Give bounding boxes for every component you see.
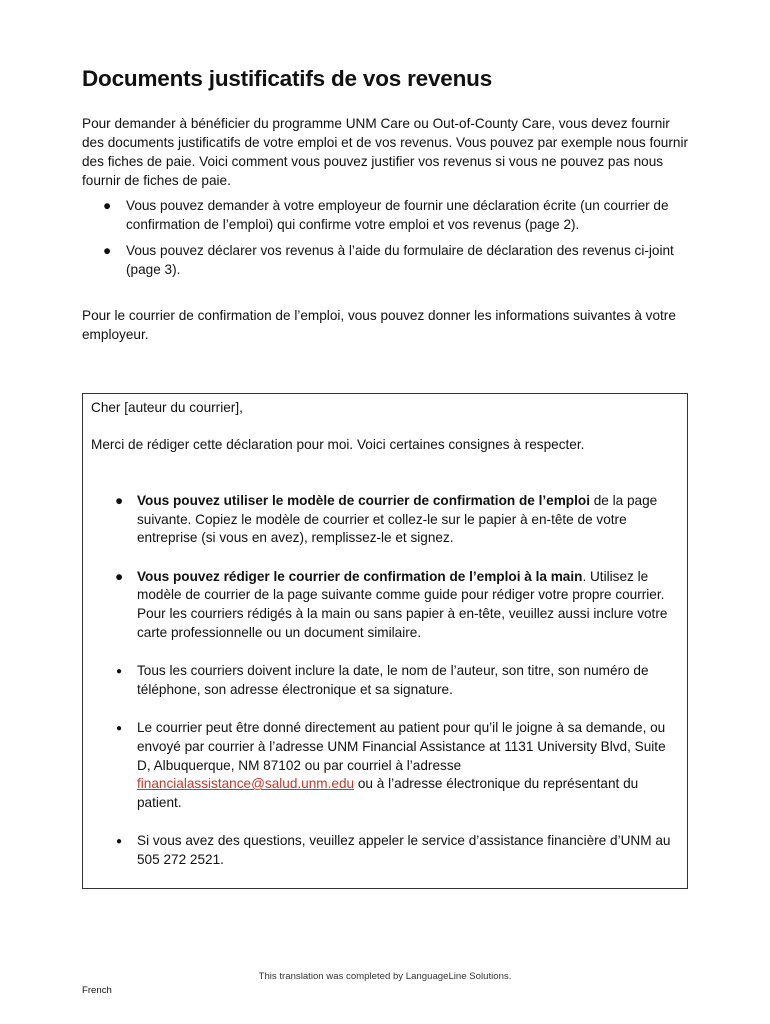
option-text: Vous pouvez déclarer vos revenus à l’aide du formulaire de déclaration des revenus ci-joint (page 3). [126, 243, 674, 277]
language-label: French [82, 985, 112, 996]
list-item [83, 568, 689, 642]
option-text: Vous pouvez demander à votre employeur de fournir une déclaration écrite (un courrier de confirmation de l’emploi) qui confirme votre emploi et vos revenus (page 2). [126, 198, 669, 232]
greeting: Cher [auteur du courrier], [91, 400, 243, 415]
options-list [82, 197, 692, 287]
bullet-icon: ● [103, 198, 112, 213]
translation-note: This translation was completed by LanguageLine Solutions. [258, 971, 512, 982]
letter-instructions-box [82, 393, 688, 889]
list-item [82, 242, 692, 279]
instruction-text: . Utilisez le modèle de courrier de la page suivante comme guide pour rédiger votre propre courrier. Pour les courriers rédigés à la main ou sans papier à en-tête, veuillez aussi inclure votre carte professionnelle ou un document similaire. [137, 568, 668, 640]
instruction-text: Le courrier peut être donné directement au patient pour qu’il le joigne à sa demande, ou envoyé par courrier à l’adresse UNM Financial Assistance at 1131 University Blvd, Suite D, Albuquerque, NM 87102 ou par courriel à l’adresse [137, 720, 666, 773]
bullet-icon: ● [116, 723, 123, 735]
employer-info-intro: Pour le courrier de confirmation de l’emploi, vous pouvez donner les informations suivantes à votre employeur. [82, 308, 676, 342]
page-title: Documents justificatifs de vos revenus [82, 66, 493, 91]
instruction-bold: Vous pouvez utiliser le modèle de courrier de confirmation de l’emploi [137, 493, 590, 508]
list-item [83, 662, 689, 699]
instruction-bold: Vous pouvez rédiger le courrier de confirmation de l’emploi à la main [137, 568, 583, 584]
instruction-text: Si vous avez des questions, veuillez appeler le service d’assistance financière d’UNM au 505 272 2521. [137, 833, 671, 867]
list-item [83, 719, 689, 812]
list-item [83, 832, 689, 869]
list-item [83, 492, 689, 548]
instruction-text: de la page suivante. Copiez le modèle de courrier et collez-le sur le papier à en-tête de votre entreprise (si vous en avez), remplissez-le et signez. [137, 493, 658, 546]
thanks-text: Merci de rédiger cette déclaration pour moi. Voici certaines consignes à respecter. [91, 437, 585, 452]
instructions-list [83, 492, 689, 890]
list-item [82, 197, 692, 234]
intro-paragraph: Pour demander à bénéficier du programme UNM Care ou Out-of-County Care, vous devez fournir des documents justificatifs de votre emploi et de vos revenus. Vous pouvez par exemple nous fournir des fiches de paie. Voici comment vous pouvez justifier vos revenus si vous ne pouvez pas nous fournir de fiches de paie. [82, 116, 689, 188]
instruction-text: ou à l’adresse électronique du représentant du patient. [137, 776, 639, 810]
bullet-icon: ● [116, 666, 123, 678]
instruction-text: Tous les courriers doivent inclure la date, le nom de l’auteur, son titre, son numéro de téléphone, son adresse électronique et sa signature. [137, 663, 649, 697]
bullet-icon: ● [115, 493, 124, 508]
bullet-icon: ● [103, 243, 112, 258]
email-link[interactable]: financialassistance@salud.unm.edu [137, 776, 355, 792]
bullet-icon: ● [116, 836, 123, 848]
bullet-icon: ● [115, 568, 124, 584]
